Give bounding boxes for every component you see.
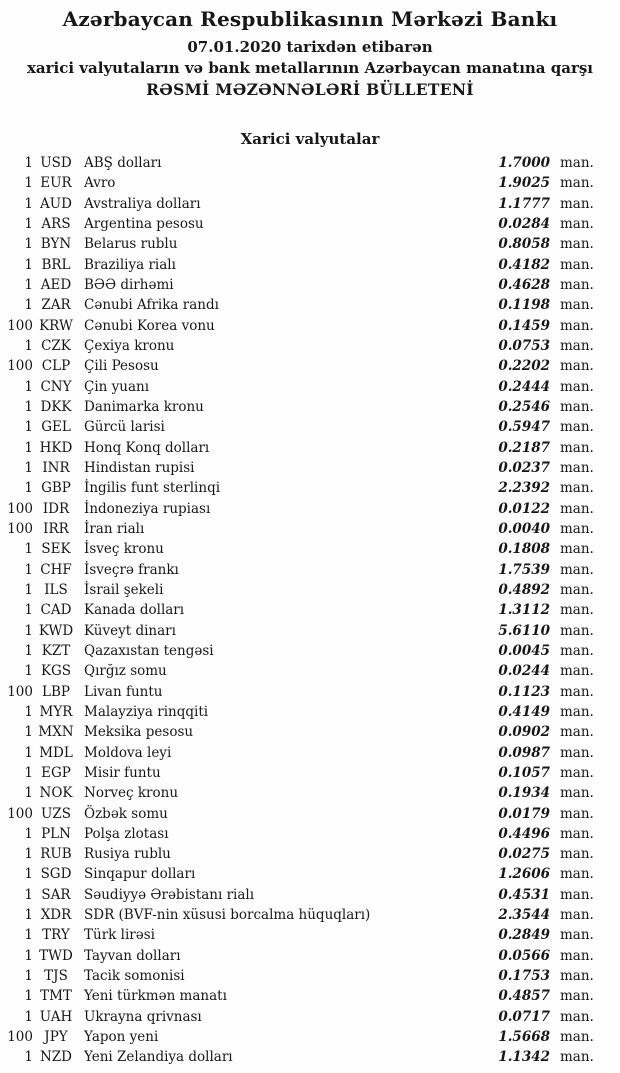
rate-value-cell: 1.3112 <box>498 602 550 619</box>
unit-cell: man. <box>560 155 594 171</box>
unit-cell: man. <box>560 419 594 436</box>
quantity-cell: 1 <box>24 276 33 293</box>
currency-code-cell: EUR <box>40 175 72 192</box>
currency-name-cell: İsveç kronu <box>84 541 164 558</box>
currency-code-cell: EGP <box>41 764 71 781</box>
unit-cell: man. <box>560 927 594 944</box>
quantity-cell: 1 <box>24 256 33 273</box>
quantity-cell: 1 <box>24 785 33 802</box>
currency-name-cell: Hindistan rupisi <box>84 459 195 476</box>
currency-name-cell: Yeni Zelandiya dolları <box>84 1049 233 1066</box>
rates-table <box>0 153 620 1068</box>
currency-name-cell: Ukrayna qrivnası <box>84 1008 202 1025</box>
quantity-cell: 1 <box>24 866 33 883</box>
currency-code-cell: ZAR <box>41 297 71 314</box>
effective-date-line: 07.01.2020 tarixdən etibarən <box>187 38 433 56</box>
rate-value-cell: 0.0275 <box>498 846 550 863</box>
table-row <box>0 1027 620 1047</box>
unit-cell: man. <box>560 358 594 375</box>
table-row <box>0 824 620 844</box>
unit-cell: man. <box>560 480 594 497</box>
rate-value-cell: 0.2187 <box>498 439 550 456</box>
currency-name-cell: Kanada dolları <box>84 602 185 619</box>
quantity-cell: 1 <box>24 459 33 476</box>
rate-value-cell: 0.0902 <box>498 724 550 741</box>
table-row <box>0 214 620 234</box>
table-row <box>0 397 620 417</box>
rate-value-cell: 0.4628 <box>498 276 550 293</box>
quantity-cell: 1 <box>24 398 33 415</box>
quantity-cell: 1 <box>24 947 33 964</box>
rate-value-cell: 0.0179 <box>498 805 550 822</box>
unit-cell: man. <box>560 642 594 659</box>
currency-code-cell: HKD <box>39 439 73 456</box>
table-row <box>0 580 620 600</box>
currency-name-cell: Avstraliya dolları <box>84 195 201 212</box>
table-row <box>0 173 620 193</box>
quantity-cell: 1 <box>24 1008 33 1025</box>
table-row <box>0 743 620 763</box>
quantity-cell: 1 <box>24 642 33 659</box>
table-row <box>0 336 620 356</box>
currency-name-cell: Norveç kronu <box>84 785 179 802</box>
quantity-cell: 1 <box>24 764 33 781</box>
currency-name-cell: Qazaxıstan tengəsi <box>84 642 214 659</box>
rate-value-cell: 0.2546 <box>498 398 550 415</box>
currency-code-cell: PLN <box>41 825 71 842</box>
rate-value-cell: 0.4182 <box>498 256 550 273</box>
table-row <box>0 153 620 173</box>
currency-name-cell: Danimarka kronu <box>84 398 204 415</box>
currency-name-cell: İndoneziya rupiası <box>84 500 211 517</box>
rate-value-cell: 1.9025 <box>498 175 550 192</box>
currency-name-cell: Moldova leyi <box>84 744 172 761</box>
quantity-cell: 1 <box>24 825 33 842</box>
unit-cell: man. <box>560 256 594 273</box>
quantity-cell: 1 <box>24 581 33 598</box>
rate-value-cell: 1.7000 <box>498 155 550 171</box>
table-row <box>0 722 620 742</box>
table-row <box>0 560 620 580</box>
currency-name-cell: Özbək somu <box>84 805 168 822</box>
rate-value-cell: 5.6110 <box>498 622 550 639</box>
currency-code-cell: KZT <box>41 642 71 659</box>
bulletin-title: RƏSMİ MƏZƏNNƏLƏRİ BÜLLETENİ <box>146 80 474 99</box>
currency-code-cell: SEK <box>41 541 71 558</box>
currency-code-cell: AUD <box>40 195 72 212</box>
table-row <box>0 763 620 783</box>
section-title-foreign-currencies: Xarici valyutalar <box>240 130 380 148</box>
unit-cell: man. <box>560 846 594 863</box>
quantity-cell: 1 <box>24 480 33 497</box>
rate-value-cell: 1.1777 <box>498 195 550 212</box>
table-row <box>0 295 620 315</box>
subject-line: xarici valyutaların və bank metallarının Azərbaycan manatına qarşı <box>26 59 594 77</box>
table-row <box>0 1047 620 1067</box>
unit-cell: man. <box>560 825 594 842</box>
unit-cell: man. <box>560 764 594 781</box>
currency-name-cell: İsrail şekeli <box>84 581 164 598</box>
table-row <box>0 539 620 559</box>
quantity-cell: 100 <box>7 805 33 822</box>
currency-name-cell: Livan funtu <box>84 683 163 700</box>
rate-value-cell: 0.0040 <box>498 520 550 537</box>
currency-name-cell: Misir funtu <box>84 764 161 781</box>
currency-name-cell: Avro <box>84 175 116 192</box>
currency-code-cell: KWD <box>38 622 74 639</box>
quantity-cell: 1 <box>24 886 33 903</box>
quantity-cell: 1 <box>24 419 33 436</box>
unit-cell: man. <box>560 195 594 212</box>
rate-value-cell: 0.4531 <box>498 886 550 903</box>
quantity-cell: 1 <box>24 602 33 619</box>
currency-code-cell: UZS <box>40 805 71 822</box>
table-row <box>0 641 620 661</box>
currency-name-cell: Çexiya kronu <box>84 337 175 354</box>
table-row <box>0 682 620 702</box>
currency-code-cell: MDL <box>39 744 73 761</box>
currency-code-cell: INR <box>42 459 70 476</box>
currency-name-cell: Argentina pesosu <box>84 215 204 232</box>
table-row <box>0 864 620 884</box>
currency-code-cell: IDR <box>42 500 70 517</box>
unit-cell: man. <box>560 968 594 985</box>
currency-code-cell: KGS <box>40 663 72 680</box>
rate-value-cell: 0.2202 <box>498 358 550 375</box>
unit-cell: man. <box>560 785 594 802</box>
rate-value-cell: 0.0237 <box>498 459 550 476</box>
currency-name-cell: Honq Konq dolları <box>84 439 210 456</box>
rate-value-cell: 0.0284 <box>498 215 550 232</box>
quantity-cell: 1 <box>24 337 33 354</box>
currency-code-cell: DKK <box>40 398 72 415</box>
rate-value-cell: 0.1934 <box>498 785 550 802</box>
rate-value-cell: 1.2606 <box>498 866 550 883</box>
currency-code-cell: SGD <box>40 866 72 883</box>
unit-cell: man. <box>560 1029 594 1046</box>
unit-cell: man. <box>560 744 594 761</box>
currency-code-cell: RUB <box>40 846 72 863</box>
table-row <box>0 804 620 824</box>
currency-code-cell: XDR <box>40 907 72 924</box>
bulletin-header <box>0 0 620 101</box>
rate-value-cell: 1.1342 <box>498 1049 550 1066</box>
currency-name-cell: Tacik somonisi <box>84 968 185 985</box>
rate-value-cell: 0.0566 <box>498 947 550 964</box>
currency-code-cell: MYR <box>39 703 73 720</box>
table-row <box>0 986 620 1006</box>
table-row <box>0 621 620 641</box>
quantity-cell: 1 <box>24 724 33 741</box>
currency-code-cell: ILS <box>44 581 68 598</box>
currency-name-cell: Sinqapur dolları <box>84 866 196 883</box>
currency-name-cell: SDR (BVF-nin xüsusi borcalma hüquqları) <box>84 907 371 924</box>
unit-cell: man. <box>560 663 594 680</box>
rate-value-cell: 0.8058 <box>498 236 550 253</box>
table-row <box>0 844 620 864</box>
currency-name-cell: Meksika pesosu <box>84 724 194 741</box>
quantity-cell: 1 <box>24 907 33 924</box>
currency-code-cell: CNY <box>40 378 72 395</box>
currency-code-cell: CAD <box>40 602 72 619</box>
unit-cell: man. <box>560 337 594 354</box>
currency-name-cell: Belarus rublu <box>84 236 178 253</box>
currency-code-cell: CZK <box>41 337 71 354</box>
unit-cell: man. <box>560 907 594 924</box>
bank-name-title: Azərbaycan Respublikasının Mərkəzi Bankı <box>62 7 558 31</box>
currency-name-cell: Polşa zlotası <box>84 825 169 842</box>
rate-value-cell: 0.1123 <box>498 683 550 700</box>
rate-value-cell: 0.2849 <box>498 927 550 944</box>
rate-value-cell: 1.7539 <box>498 561 550 578</box>
unit-cell: man. <box>560 602 594 619</box>
rate-value-cell: 0.0045 <box>498 642 550 659</box>
table-row <box>0 377 620 397</box>
currency-name-cell: Yapon yeni <box>84 1029 159 1046</box>
table-row <box>0 316 620 336</box>
table-row <box>0 438 620 458</box>
table-row <box>0 905 620 925</box>
rate-value-cell: 0.4149 <box>498 703 550 720</box>
unit-cell: man. <box>560 317 594 334</box>
quantity-cell: 1 <box>24 663 33 680</box>
unit-cell: man. <box>560 398 594 415</box>
rate-value-cell: 0.1808 <box>498 541 550 558</box>
rate-value-cell: 0.1057 <box>498 764 550 781</box>
quantity-cell: 1 <box>24 378 33 395</box>
table-row <box>0 458 620 478</box>
table-row <box>0 925 620 945</box>
table-row <box>0 946 620 966</box>
unit-cell: man. <box>560 215 594 232</box>
currency-name-cell: İran rialı <box>84 520 145 537</box>
table-row <box>0 194 620 214</box>
quantity-cell: 1 <box>24 744 33 761</box>
rate-value-cell: 0.1459 <box>498 317 550 334</box>
quantity-cell: 1 <box>24 846 33 863</box>
rate-value-cell: 0.4496 <box>498 825 550 842</box>
currency-code-cell: UAH <box>39 1008 73 1025</box>
currency-name-cell: Cənubi Korea vonu <box>84 317 215 334</box>
currency-code-cell: MXN <box>38 724 74 741</box>
currency-code-cell: NZD <box>39 1049 73 1066</box>
quantity-cell: 1 <box>24 439 33 456</box>
quantity-cell: 100 <box>7 1029 33 1046</box>
currency-code-cell: TWD <box>39 947 73 964</box>
rate-value-cell: 0.1753 <box>498 968 550 985</box>
currency-name-cell: Cənubi Afrika randı <box>84 297 219 314</box>
rate-value-cell: 2.3544 <box>498 907 550 924</box>
quantity-cell: 1 <box>24 541 33 558</box>
rate-value-cell: 0.0987 <box>498 744 550 761</box>
rate-value-cell: 0.0244 <box>498 663 550 680</box>
unit-cell: man. <box>560 886 594 903</box>
currency-name-cell: Gürcü larisi <box>84 419 165 436</box>
table-row <box>0 661 620 681</box>
quantity-cell: 1 <box>24 1049 33 1066</box>
table-row <box>0 234 620 254</box>
rate-value-cell: 0.1198 <box>498 297 550 314</box>
currency-code-cell: IRR <box>43 520 69 537</box>
quantity-cell: 1 <box>24 988 33 1005</box>
quantity-cell: 1 <box>24 215 33 232</box>
table-row <box>0 356 620 376</box>
table-row <box>0 600 620 620</box>
rate-value-cell: 0.0717 <box>498 1008 550 1025</box>
currency-name-cell: Küveyt dinarı <box>84 622 176 639</box>
currency-name-cell: ABŞ dolları <box>84 155 162 171</box>
currency-name-cell: Çili Pesosu <box>84 358 159 375</box>
table-row <box>0 499 620 519</box>
currency-code-cell: GEL <box>41 419 71 436</box>
currency-code-cell: KRW <box>39 317 73 334</box>
unit-cell: man. <box>560 378 594 395</box>
currency-name-cell: Qırğız somu <box>84 663 167 680</box>
rate-value-cell: 0.4892 <box>498 581 550 598</box>
currency-name-cell: İngilis funt sterlinqi <box>84 480 221 497</box>
rate-value-cell: 0.5947 <box>498 419 550 436</box>
currency-name-cell: Çin yuanı <box>84 378 150 395</box>
quantity-cell: 1 <box>24 236 33 253</box>
quantity-cell: 100 <box>7 520 33 537</box>
unit-cell: man. <box>560 459 594 476</box>
unit-cell: man. <box>560 1008 594 1025</box>
unit-cell: man. <box>560 236 594 253</box>
currency-name-cell: Türk lirəsi <box>84 927 155 944</box>
unit-cell: man. <box>560 297 594 314</box>
unit-cell: man. <box>560 622 594 639</box>
currency-code-cell: ARS <box>41 215 71 232</box>
currency-code-cell: LBP <box>42 683 70 700</box>
currency-code-cell: TJS <box>44 968 68 985</box>
quantity-cell: 1 <box>24 195 33 212</box>
table-row <box>0 478 620 498</box>
table-row <box>0 885 620 905</box>
unit-cell: man. <box>560 175 594 192</box>
unit-cell: man. <box>560 866 594 883</box>
unit-cell: man. <box>560 724 594 741</box>
currency-name-cell: Tayvan dolları <box>84 947 181 964</box>
table-row <box>0 702 620 722</box>
quantity-cell: 100 <box>7 683 33 700</box>
rate-value-cell: 0.4857 <box>498 988 550 1005</box>
currency-code-cell: BYN <box>40 236 72 253</box>
quantity-cell: 1 <box>24 297 33 314</box>
unit-cell: man. <box>560 520 594 537</box>
unit-cell: man. <box>560 988 594 1005</box>
currency-code-cell: NOK <box>39 785 73 802</box>
rate-value-cell: 1.5668 <box>498 1029 550 1046</box>
rate-value-cell: 0.0122 <box>498 500 550 517</box>
table-row <box>0 1007 620 1027</box>
quantity-cell: 1 <box>24 968 33 985</box>
quantity-cell: 100 <box>7 317 33 334</box>
unit-cell: man. <box>560 276 594 293</box>
quantity-cell: 1 <box>24 703 33 720</box>
quantity-cell: 100 <box>7 500 33 517</box>
rate-value-cell: 0.2444 <box>498 378 550 395</box>
currency-code-cell: USD <box>40 155 72 171</box>
currency-code-cell: JPY <box>44 1029 68 1046</box>
table-row <box>0 966 620 986</box>
quantity-cell: 1 <box>24 927 33 944</box>
currency-code-cell: BRL <box>41 256 71 273</box>
currency-code-cell: CHF <box>40 561 72 578</box>
table-row <box>0 417 620 437</box>
currency-code-cell: AED <box>40 276 72 293</box>
quantity-cell: 1 <box>24 175 33 192</box>
currency-code-cell: TMT <box>40 988 72 1005</box>
unit-cell: man. <box>560 805 594 822</box>
currency-name-cell: Yeni türkmən manatı <box>84 988 227 1005</box>
currency-code-cell: GBP <box>41 480 71 497</box>
unit-cell: man. <box>560 1049 594 1066</box>
table-row <box>0 255 620 275</box>
currency-name-cell: Malayziya rinqqiti <box>84 703 209 720</box>
unit-cell: man. <box>560 947 594 964</box>
table-row <box>0 519 620 539</box>
rate-value-cell: 0.0753 <box>498 337 550 354</box>
unit-cell: man. <box>560 500 594 517</box>
currency-name-cell: Rusiya rublu <box>84 846 171 863</box>
quantity-cell: 1 <box>24 561 33 578</box>
table-row <box>0 783 620 803</box>
currency-name-cell: İsveçrə frankı <box>84 561 179 578</box>
table-row <box>0 275 620 295</box>
currency-code-cell: TRY <box>42 927 70 944</box>
currency-code-cell: SAR <box>41 886 71 903</box>
unit-cell: man. <box>560 439 594 456</box>
rate-value-cell: 2.2392 <box>498 480 550 497</box>
currency-name-cell: Səudiyyə Ərəbistanı rialı <box>84 886 255 903</box>
unit-cell: man. <box>560 581 594 598</box>
quantity-cell: 100 <box>7 358 33 375</box>
currency-name-cell: Braziliya rialı <box>84 256 176 273</box>
quantity-cell: 1 <box>24 155 33 171</box>
unit-cell: man. <box>560 561 594 578</box>
currency-code-cell: CLP <box>41 358 71 375</box>
quantity-cell: 1 <box>24 622 33 639</box>
unit-cell: man. <box>560 541 594 558</box>
unit-cell: man. <box>560 683 594 700</box>
unit-cell: man. <box>560 703 594 720</box>
currency-name-cell: BƏƏ dirhəmi <box>84 276 174 293</box>
